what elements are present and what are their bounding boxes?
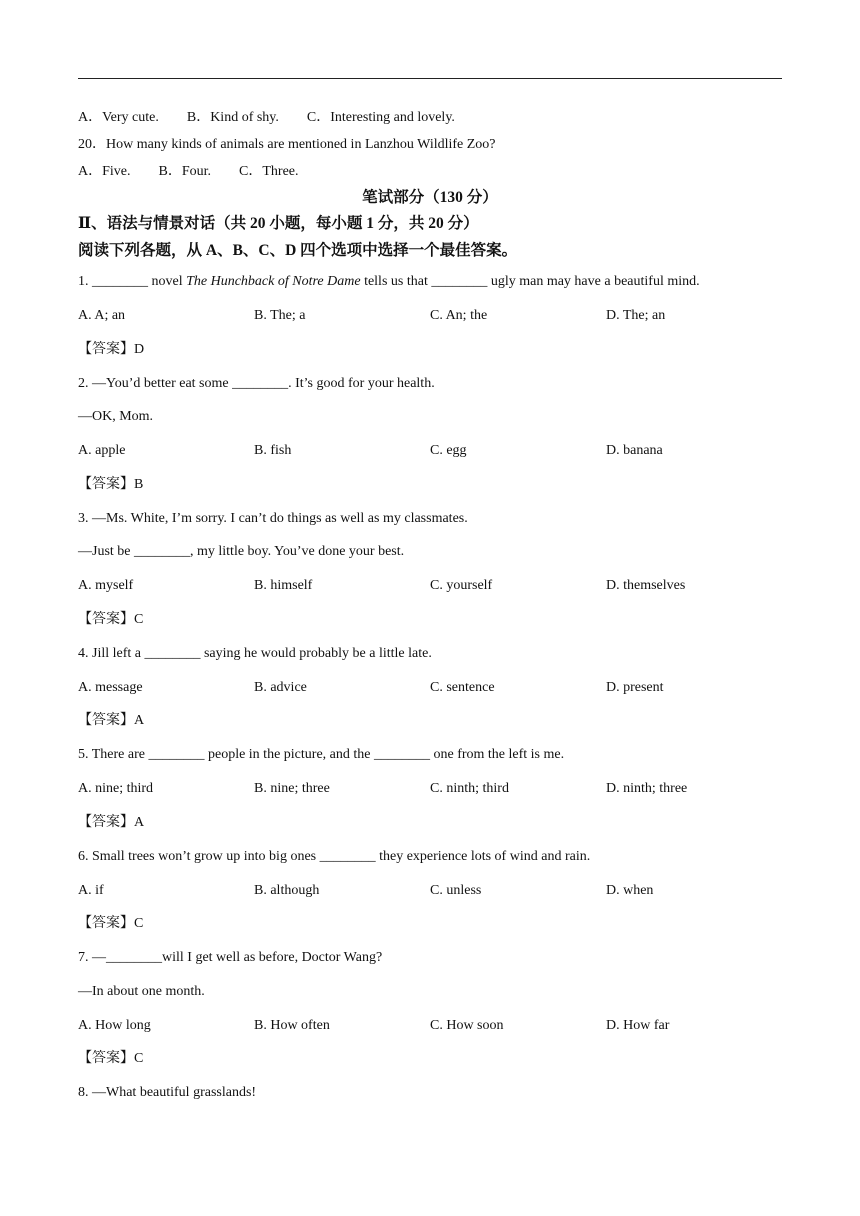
- q1-suffix: tells us that ________ ugly man may have a beautiful mind.: [360, 274, 700, 289]
- q3-option-a: A. myself: [78, 578, 134, 593]
- q4-answer: 【答案】A: [78, 713, 145, 728]
- q4-option-b: B. advice: [254, 680, 307, 695]
- q5-option-d: D. ninth; three: [606, 781, 688, 796]
- q1-prefix: 1. ________ novel: [78, 274, 187, 289]
- q5-answer: 【答案】A: [78, 815, 145, 830]
- section-heading: Ⅱ、语法与情景对话（共 20 小题，每小题 1 分，共 20 分）: [78, 215, 479, 232]
- q6-option-c: C. unless: [430, 883, 482, 898]
- q7-reply: —In about one month.: [78, 984, 205, 999]
- q6-option-a: A. if: [78, 883, 104, 898]
- q5-option-a: A. nine; third: [78, 781, 154, 796]
- q6-option-d: D. when: [606, 883, 654, 898]
- section-title: 笔试部分（130 分）: [362, 189, 498, 206]
- q20-options: A．Five. B．Four. C．Three.: [78, 164, 299, 179]
- q19-options: A．Very cute. B．Kind of shy. C．Interesting and lovely.: [78, 110, 455, 125]
- q2-reply: —OK, Mom.: [78, 409, 154, 424]
- q5-option-c: C. ninth; third: [430, 781, 509, 796]
- question-4: 4. Jill left a ________ saying he would probably be a little late.: [78, 646, 432, 661]
- q2-option-d: D. banana: [606, 443, 663, 458]
- q4-option-d: D. present: [606, 680, 664, 695]
- q1-book-title: The Hunchback of Notre Dame: [186, 274, 361, 289]
- q4-option-a: A. message: [78, 680, 143, 695]
- question-8: 8. —What beautiful grasslands!: [78, 1085, 257, 1100]
- q6-answer: 【答案】C: [78, 916, 144, 931]
- question-1: [78, 273, 700, 291]
- question-5: 5. There are ________ people in the picture, and the ________ one from the left is me.: [78, 747, 565, 762]
- header-rule: [78, 78, 782, 79]
- q2-option-c: C. egg: [430, 443, 467, 458]
- q2-option-a: A. apple: [78, 443, 126, 458]
- q7-option-a: A. How long: [78, 1018, 151, 1033]
- section-instruction: 阅读下列各题，从 A、B、C、D 四个选项中选择一个最佳答案。: [78, 242, 518, 259]
- q1-option-c: C. An; the: [430, 308, 488, 323]
- question-2: 2. —You’d better eat some ________. It’s good for your health.: [78, 376, 435, 391]
- q7-option-d: D. How far: [606, 1018, 670, 1033]
- q3-option-b: B. himself: [254, 578, 313, 593]
- question-6: 6. Small trees won’t grow up into big ones ________ they experience lots of wind and rain.: [78, 849, 591, 864]
- q20-question: 20．How many kinds of animals are mentioned in Lanzhou Wildlife Zoo?: [78, 137, 496, 152]
- question-7: 7. —________will I get well as before, Doctor Wang?: [78, 950, 383, 965]
- q1-option-b: B. The; a: [254, 308, 306, 323]
- q3-answer: 【答案】C: [78, 612, 144, 627]
- q5-option-b: B. nine; three: [254, 781, 330, 796]
- q4-option-c: C. sentence: [430, 680, 495, 695]
- q3-option-d: D. themselves: [606, 578, 686, 593]
- q3-reply: —Just be ________, my little boy. You’ve done your best.: [78, 544, 405, 559]
- q3-option-c: C. yourself: [430, 578, 493, 593]
- q7-answer: 【答案】C: [78, 1051, 144, 1066]
- q7-option-c: C. How soon: [430, 1018, 504, 1033]
- q6-option-b: B. although: [254, 883, 320, 898]
- q1-option-a: A. A; an: [78, 308, 126, 323]
- question-3: 3. —Ms. White, I’m sorry. I can’t do things as well as my classmates.: [78, 511, 468, 526]
- q7-option-b: B. How often: [254, 1018, 330, 1033]
- q2-answer: 【答案】B: [78, 477, 144, 492]
- q2-option-b: B. fish: [254, 443, 292, 458]
- q1-answer: 【答案】D: [78, 342, 145, 357]
- q1-option-d: D. The; an: [606, 308, 666, 323]
